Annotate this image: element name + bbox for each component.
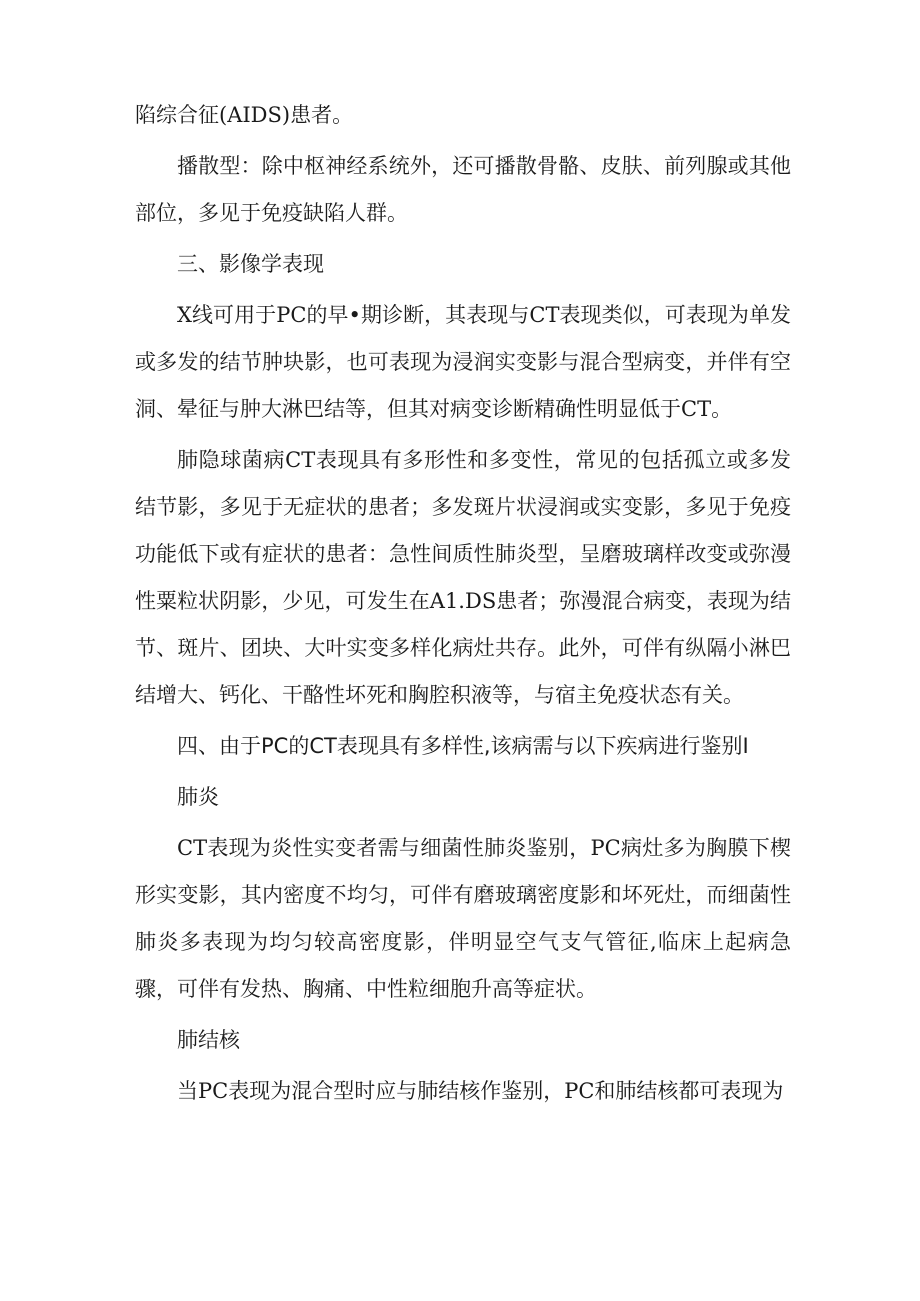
paragraph-ct-findings: 肺隐球菌病CT表现具有多形性和多变性，常见的包括孤立或多发结节影，多见于无症状的患者；多发斑片状浸润或实变影，多见于免疫功能低下或有症状的患者：急性间质性肺炎型，呈磨玻璃样改变或弥漫性粟粒状阴影，少见，可发生在A1.DS患者；弥漫混合病变，表现为结节、斑片、团块、大叶实变多样化病灶共存。此外，可伴有纵隔小淋巴结增大、钙化、干酪性坏死和胸腔积液等，与宿主免疫状态有关。 [135, 448, 791, 707]
section-heading-differential: 四、由于PC的CT表现具有多样性,该病需与以下疾病进行鉴别I [177, 734, 749, 758]
paragraph-disseminated-type: 播散型：除中枢神经系统外，还可播散骨骼、皮肤、前列腺或其他部位，多见于免疫缺陷人群。 [135, 154, 791, 225]
subheading-pneumonia: 肺炎 [177, 785, 219, 809]
paragraph-pneumonia: CT表现为炎性实变者需与细菌性肺炎鉴别，PC病灶多为胸膜下楔形实变影，其内密度不均匀，可伴有磨玻璃密度影和坏死灶，而细菌性肺炎多表现为均匀较高密度影，伴明显空气支气管征,临床上起病急骤，可伴有发热、胸痛、中性粒细胞升高等症状。 [135, 836, 791, 1001]
section-heading-imaging: 三、影像学表现 [177, 252, 324, 276]
paragraph-aids-continuation: 陷综合征(AIDS)患者。 [135, 103, 354, 127]
paragraph-tuberculosis: 当PC表现为混合型时应与肺结核作鉴别，PC和肺结核都可表现为 [177, 1079, 784, 1103]
paragraph-xray: X线可用于PC的早•期诊断，其表现与CT表现类似，可表现为单发或多发的结节肿块影，也可表现为浸润实变影与混合型病变，并伴有空洞、晕征与肿大淋巴结等，但其对病变诊断精确性明显低于CT。 [135, 303, 791, 421]
subheading-tuberculosis: 肺结核 [177, 1028, 240, 1052]
document-body [135, 92, 791, 1115]
